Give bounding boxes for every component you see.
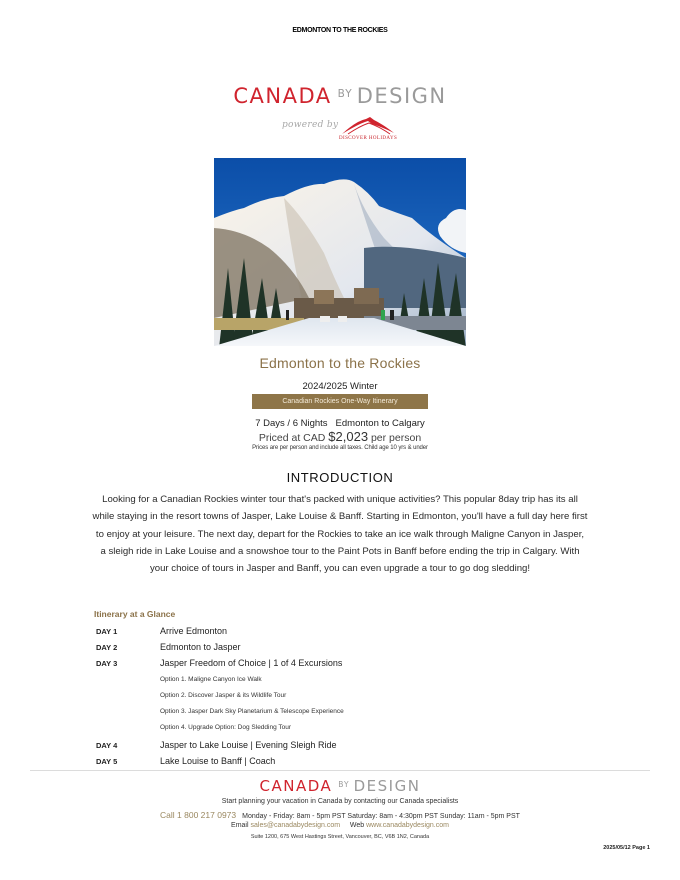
discover-holidays-wordmark: DISCOVER HOLIDAYS xyxy=(339,136,398,141)
price-prefix: Priced at CAD xyxy=(258,432,326,444)
footer-address: Suite 1200, 675 West Hastings Street, Vancouver, BC, V6B 1N2, Canada xyxy=(250,834,430,840)
website-link[interactable]: www.canadabydesign.com xyxy=(366,822,449,829)
logo-word-canada: CANADA xyxy=(259,777,333,795)
day-description: Jasper Freedom of Choice | 1 of 4 Excursions xyxy=(160,658,343,668)
trip-duration-route xyxy=(0,418,680,429)
itinerary-heading: Itinerary at a Glance xyxy=(94,609,176,619)
day-description: Lake Louise to Banff | Coach xyxy=(160,756,276,766)
itinerary-day-row xyxy=(96,643,616,657)
itinerary-type-banner: Canadian Rockies One-Way Itinerary xyxy=(252,394,428,409)
footer-divider xyxy=(30,770,650,771)
hero-image-mountain-town xyxy=(214,158,466,346)
footer-tagline: Start planning your vacation in Canada by contacting our Canada specialists xyxy=(221,798,459,805)
day-label: DAY 5 xyxy=(96,757,118,766)
day-label: DAY 3 xyxy=(96,659,118,668)
excursion-option: Option 2. Discover Jasper & its Wildlife Tour xyxy=(160,692,287,699)
email-link[interactable]: sales@canadabydesign.com xyxy=(250,822,341,829)
business-hours: Monday - Friday: 8am - 5pm PST Saturday: 8am - 4:30pm PST Sunday: 11am - 5pm PST xyxy=(242,813,520,820)
itinerary-option-row xyxy=(96,708,616,722)
phone-link[interactable]: Call 1 800 217 0973 xyxy=(160,810,237,820)
introduction-body: Looking for a Canadian Rockies winter tour that's packed with unique activities? This popular 8day trip has its all while staying in the resort towns of Jasper, Lake Louise & Banff. Starting in Edmonton, you'll have a full day here first to enjoy at your leisure. The next day, depart for the Rockies to take an ice walk through Maligne Canyon in Jasper, a sleigh ride in Lake Louise and a snowshoe tour to the Paint Pots in Banff before ending the trip in Calgary. With your choice of tours in Jasper and Banff, you can even upgrade a tour to go dog sledding! xyxy=(92,494,588,575)
itinerary-day-row xyxy=(96,757,616,771)
day-description: Arrive Edmonton xyxy=(160,626,228,636)
day-label: DAY 1 xyxy=(96,627,118,636)
price-amount: $2,023 xyxy=(328,429,369,444)
trip-season: 2024/2025 Winter xyxy=(302,381,378,392)
web-label: Web xyxy=(349,822,365,829)
itinerary-day-row xyxy=(96,741,616,755)
itinerary-option-row xyxy=(96,724,616,738)
powered-by-text: powered by xyxy=(282,120,339,130)
itinerary-option-row xyxy=(96,676,616,690)
day-description: Jasper to Lake Louise | Evening Sleigh Ride xyxy=(160,740,337,750)
trip-duration: 7 Days / 6 Nights xyxy=(255,418,328,429)
canada-by-design-logo xyxy=(0,84,680,108)
page-stamp: 2025/05/12 Page 1 xyxy=(603,845,650,851)
email-label: Email xyxy=(231,822,249,829)
logo-word-canada: CANADA xyxy=(233,84,332,108)
footer-logo xyxy=(0,777,680,795)
logo-word-design: DESIGN xyxy=(356,84,447,108)
itinerary-day-row xyxy=(96,627,616,641)
price-suffix: per person xyxy=(370,432,422,444)
itinerary-option-row xyxy=(96,692,616,706)
footer-contact xyxy=(0,822,680,829)
day-description: Edmonton to Jasper xyxy=(160,642,241,652)
introduction-heading: INTRODUCTION xyxy=(286,470,394,485)
price-note: Prices are per person and include all taxes. Child age 10 yrs & under xyxy=(252,445,428,451)
excursion-option: Option 4. Upgrade Option: Dog Sledding Tour xyxy=(160,724,292,731)
trip-price xyxy=(0,429,680,444)
powered-by-discover-holidays xyxy=(282,115,402,145)
logo-word-design: DESIGN xyxy=(353,777,421,795)
excursion-option: Option 3. Jasper Dark Sky Planetarium & Telescope Experience xyxy=(160,708,344,715)
trip-route: Edmonton to Calgary xyxy=(335,418,425,429)
trip-title: Edmonton to the Rockies xyxy=(259,355,421,371)
discover-holidays-mountain-icon xyxy=(336,115,396,137)
footer-phone-hours xyxy=(0,810,680,820)
itinerary-day-row xyxy=(96,659,616,673)
running-header: EDMONTON TO THE ROCKIES xyxy=(292,27,388,34)
logo-word-by: BY xyxy=(338,779,350,789)
excursion-option: Option 1. Maligne Canyon Ice Walk xyxy=(160,676,262,683)
day-label: DAY 2 xyxy=(96,643,118,652)
day-label: DAY 4 xyxy=(96,741,118,750)
logo-word-by: BY xyxy=(337,88,353,101)
